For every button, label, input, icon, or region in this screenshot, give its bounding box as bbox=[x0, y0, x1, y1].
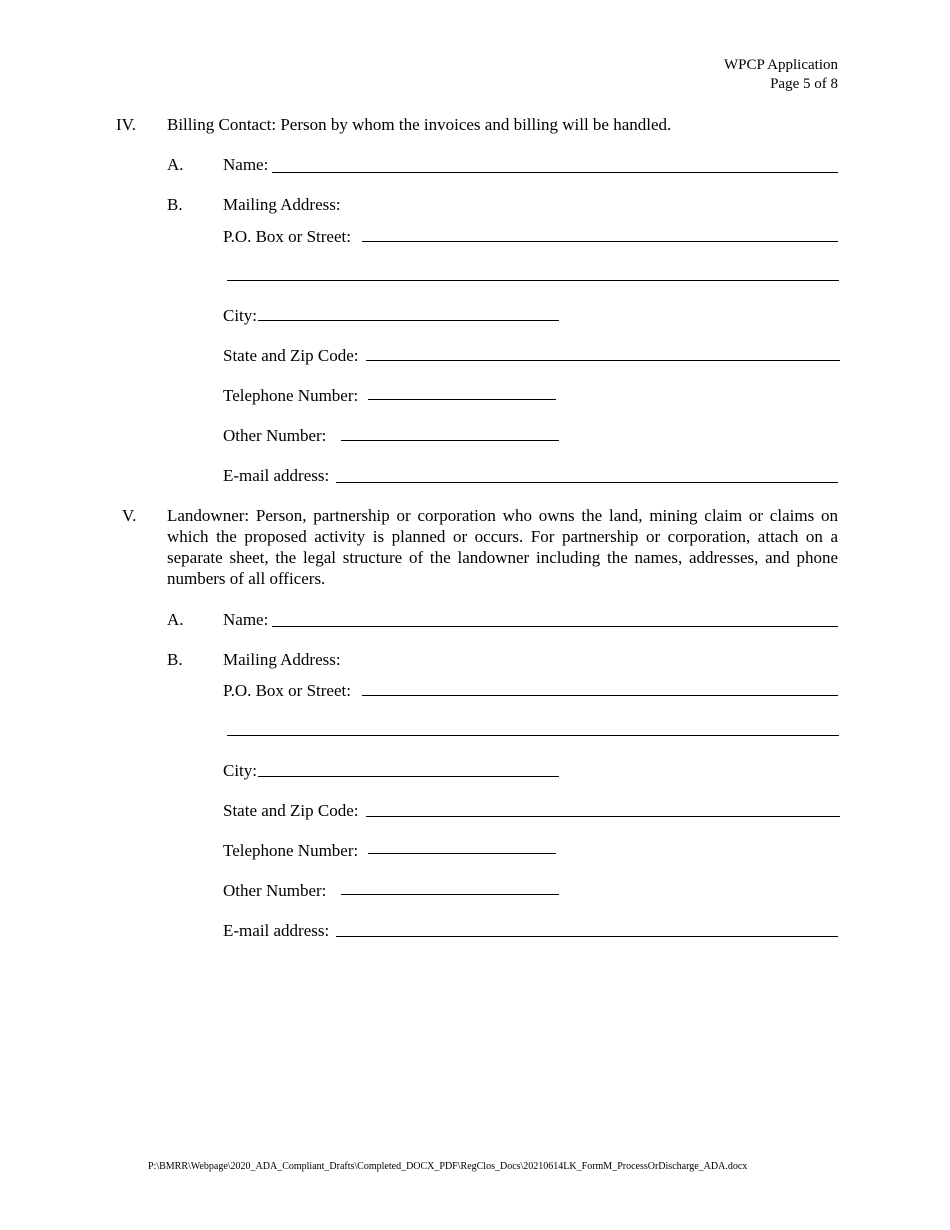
v-street-label: P.O. Box or Street: bbox=[223, 681, 351, 700]
v-a-letter: A. bbox=[167, 610, 184, 629]
v-name-label: Name: bbox=[223, 610, 269, 629]
iv-state-zip-field[interactable] bbox=[366, 360, 840, 361]
section-v-number: V. bbox=[122, 506, 137, 525]
v-street-field[interactable] bbox=[362, 695, 838, 696]
iv-name-label: Name: bbox=[223, 155, 269, 174]
v-state-zip-field[interactable] bbox=[366, 816, 840, 817]
v-street-line2-field[interactable] bbox=[227, 735, 839, 736]
section-v-paragraph: Landowner: Person, partnership or corporation who owns the land, mining claim or claims on which the proposed activity is planned or occurs. For partnership or corporation, attach on a separate sheet, the legal structure of the landowner including the names, addresses, and phone numbers of all officers. bbox=[167, 506, 838, 588]
iv-b-letter: B. bbox=[167, 195, 183, 214]
v-mailing-label: Mailing Address: bbox=[223, 650, 341, 669]
footer-file-path: P:\BMRR\Webpage\2020_ADA_Compliant_Drafts\Completed_DOCX_PDF\RegClos_Docs\20210614LK_FormM_ProcessOrDischarge_ADA.docx bbox=[148, 1161, 748, 1172]
iv-other-number-label: Other Number: bbox=[223, 426, 327, 445]
iv-telephone-field[interactable] bbox=[368, 399, 556, 400]
iv-city-field[interactable] bbox=[258, 320, 559, 321]
section-iv-number: IV. bbox=[116, 115, 136, 134]
v-telephone-field[interactable] bbox=[368, 853, 556, 854]
iv-street-label: P.O. Box or Street: bbox=[223, 227, 351, 246]
v-state-zip-label: State and Zip Code: bbox=[223, 801, 359, 820]
v-name-field[interactable] bbox=[272, 626, 838, 627]
v-email-field[interactable] bbox=[336, 936, 838, 937]
iv-street-line2-field[interactable] bbox=[227, 280, 839, 281]
header-title: WPCP Application bbox=[723, 57, 838, 73]
v-city-field[interactable] bbox=[258, 776, 559, 777]
iv-state-zip-label: State and Zip Code: bbox=[223, 346, 359, 365]
iv-other-number-field[interactable] bbox=[341, 440, 559, 441]
v-email-label: E-mail address: bbox=[223, 921, 330, 940]
section-iv-heading: Billing Contact: Person by whom the invoices and billing will be handled. bbox=[167, 115, 672, 134]
iv-mailing-label: Mailing Address: bbox=[223, 195, 341, 214]
page-number: Page 5 of 8 bbox=[770, 76, 838, 92]
iv-city-label: City: bbox=[223, 306, 258, 325]
iv-email-field[interactable] bbox=[336, 482, 838, 483]
iv-telephone-label: Telephone Number: bbox=[223, 386, 359, 405]
v-b-letter: B. bbox=[167, 650, 183, 669]
v-other-number-label: Other Number: bbox=[223, 881, 327, 900]
v-other-number-field[interactable] bbox=[341, 894, 559, 895]
v-city-label: City: bbox=[223, 761, 258, 780]
iv-email-label: E-mail address: bbox=[223, 466, 330, 485]
iv-name-field[interactable] bbox=[272, 172, 838, 173]
iv-a-letter: A. bbox=[167, 155, 184, 174]
v-telephone-label: Telephone Number: bbox=[223, 841, 359, 860]
iv-street-field[interactable] bbox=[362, 241, 838, 242]
